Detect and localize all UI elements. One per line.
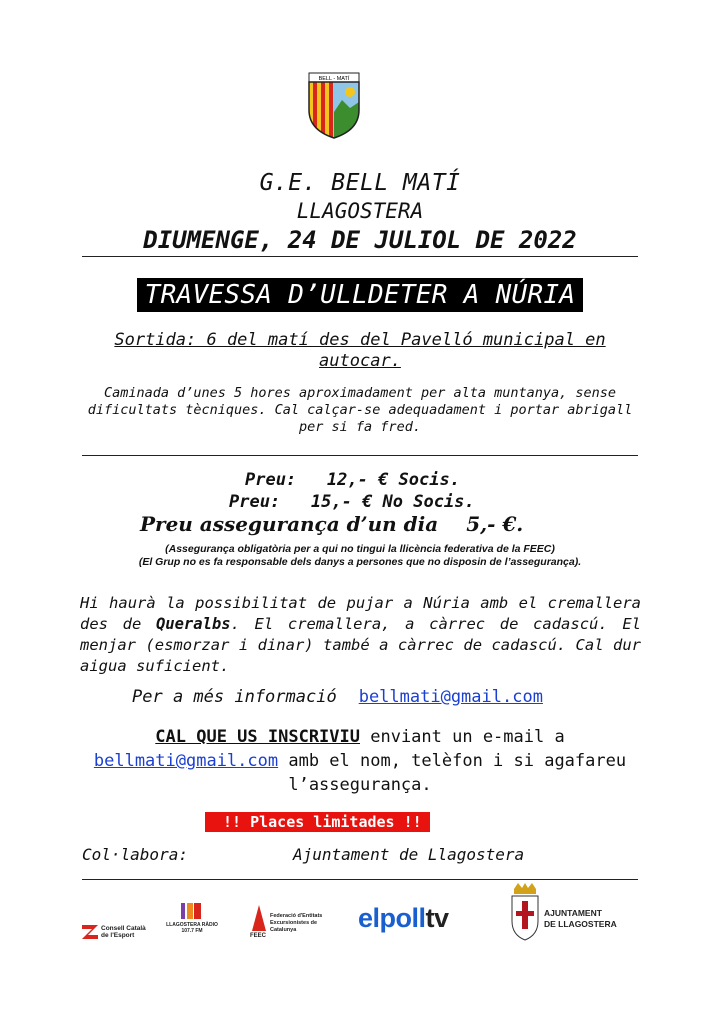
sponsor-consell-esport bbox=[82, 895, 162, 955]
inscription-text bbox=[82, 725, 638, 797]
ajuntament-line2: DE LLAGOSTERA bbox=[544, 919, 617, 929]
feec-line2: Excursionistes de Catalunya bbox=[270, 920, 318, 933]
event-title-banner bbox=[0, 278, 720, 312]
info-email-link[interactable]: bellmati@gmail.com bbox=[358, 687, 543, 707]
logo-text: BELL - MATÍ bbox=[318, 76, 350, 82]
inscription-part: amb el nom, telèfon i si agafareu l’assegurança. bbox=[278, 751, 627, 795]
elpoll-part2: tv bbox=[425, 903, 449, 933]
info-row bbox=[132, 687, 543, 707]
insurance-label: Preu assegurança d’un dia bbox=[140, 512, 439, 536]
inscription-email-link[interactable]: bellmati@gmail.com bbox=[93, 751, 279, 771]
ajuntament-crest-icon bbox=[510, 883, 540, 941]
route-description: Caminada d’unes 5 hores aproximadament per alta muntanya, sense dificultats tècniques. Cal calçar-se adequadament i portar abrigall per si fa fred. bbox=[87, 385, 633, 435]
divider bbox=[82, 879, 638, 880]
price-members: Preu: 12,- € Socis. bbox=[245, 470, 460, 490]
insurance-note: (Assegurança obligatòria per a qui no tingui la llicència federativa de la FEEC) bbox=[165, 543, 555, 555]
town-name: LLAGOSTERA bbox=[296, 199, 424, 223]
ajuntament-line1: AJUNTAMENT bbox=[544, 908, 602, 918]
paragraph-bold: Queralbs bbox=[155, 615, 231, 633]
radio-logo-icon bbox=[181, 903, 201, 919]
sponsor-llagostera-radio bbox=[163, 895, 233, 955]
collab-label: Col·labora: bbox=[82, 845, 188, 864]
divider bbox=[82, 455, 638, 456]
responsibility-note: (El Grup no es fa responsable dels danys a persones que no disposin de l’assegurança). bbox=[138, 556, 582, 568]
cremallera-paragraph bbox=[80, 593, 641, 677]
feec-line1: Federació d'Entitats bbox=[270, 913, 323, 919]
feec-logo-icon bbox=[252, 905, 266, 931]
club-name: G.E. BELL MATÍ bbox=[259, 170, 461, 196]
sponsor-elpolltv bbox=[358, 895, 468, 955]
consell-line2: de l'Esport bbox=[101, 932, 135, 939]
departure-info: Sortida: 6 del matí des del Pavelló municipal en autocar. bbox=[114, 330, 606, 371]
feec-short: FEEC bbox=[250, 933, 267, 939]
event-title: TRAVESSA D’ULLDETER A NÚRIA bbox=[137, 278, 584, 312]
consell-line1: Consell Català bbox=[101, 925, 146, 932]
info-label: Per a més informació bbox=[132, 687, 337, 707]
collab-name: Ajuntament de Llagostera bbox=[293, 845, 525, 864]
elpoll-part1: elpoll bbox=[358, 903, 426, 933]
insurance-price-row bbox=[140, 512, 523, 536]
radio-line1: LLAGOSTERA RÀDIO bbox=[166, 922, 218, 928]
insurance-price: 5,- €. bbox=[466, 512, 524, 536]
paragraph-text: Hi haurà la possibilitat de pujar a Núria amb el cremallera des de bbox=[80, 594, 641, 633]
limited-places: !! Places limitades !! bbox=[205, 812, 430, 832]
paragraph-text: . El cremallera, a càrrec de cadascú. El menjar (esmorzar i dinar) també a càrrec de cadascú. Cal dur aigua suficient. bbox=[80, 615, 641, 675]
limited-places-banner bbox=[205, 812, 430, 832]
consell-logo-icon bbox=[82, 925, 98, 939]
inscription-bold: CAL QUE US INSCRIVIU bbox=[155, 727, 360, 747]
radio-line2: 107.7 FM bbox=[181, 928, 203, 934]
club-logo bbox=[306, 72, 362, 140]
sponsor-ajuntament bbox=[508, 883, 638, 959]
price-non-members: Preu: 15,- € No Socis. bbox=[229, 492, 475, 512]
sponsor-feec bbox=[250, 895, 340, 955]
inscription-part: enviant un e-mail a bbox=[360, 727, 565, 747]
divider bbox=[82, 256, 638, 257]
event-date: DIUMENGE, 24 DE JULIOL DE 2022 bbox=[143, 226, 577, 254]
